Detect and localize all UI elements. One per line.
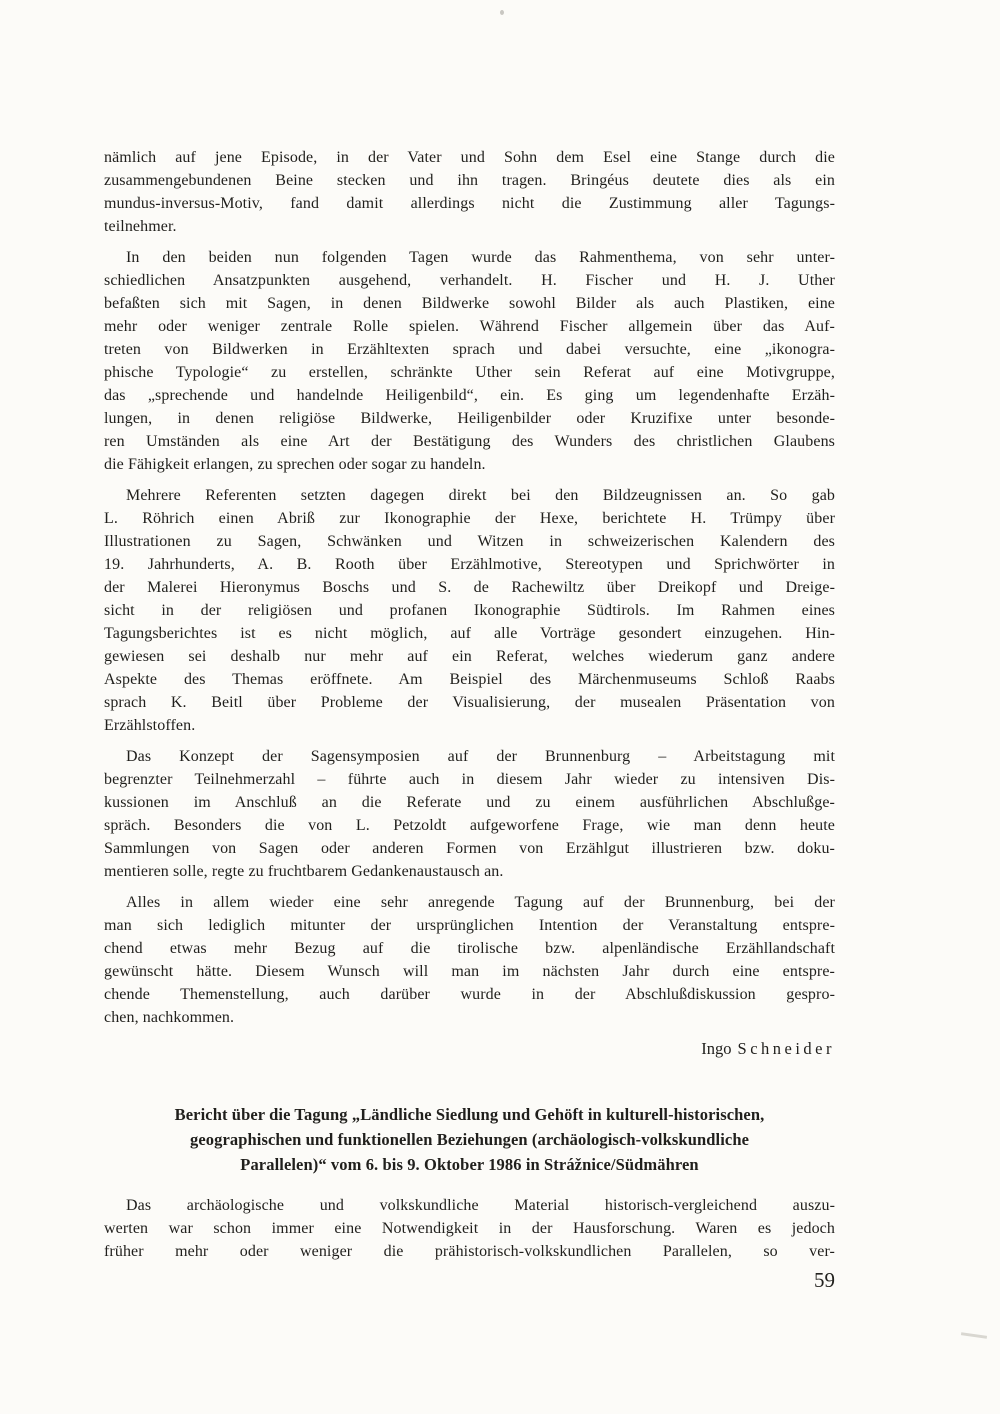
heading-line: geographischen und funktionellen Beziehungen (archäologisch-volkskundliche (189, 1130, 750, 1149)
paragraph (104, 745, 835, 883)
text-line: spräch. Besonders die von L. Petzoldt aufgeworfene Frage, wie man denn heute (104, 817, 835, 834)
text-line: teilnehmer. (104, 218, 177, 235)
text-line: kussionen im Anschluß an die Referate und zu einem ausführlichen Abschlußge- (104, 794, 835, 811)
text-line: In den beiden nun folgenden Tagen wurde das Rahmenthema, von sehr unter- (126, 249, 835, 266)
text-line: gewiesen sei deshalb nur mehr auf ein Referat, welches wiederum ganz andere (104, 648, 835, 665)
author-signature (104, 1037, 835, 1060)
text-line: gewünscht hätte. Diesem Wunsch will man im nächsten Jahr durch eine entspre- (104, 963, 835, 980)
text-line: die Fähigkeit erlangen, zu sprechen oder sogar zu handeln. (104, 456, 486, 473)
text-line: Erzählstoffen. (104, 717, 196, 734)
article-2-heading (104, 1102, 835, 1177)
text-line: Aspekte des Themas eröffnete. Am Beispiel des Märchenmuseums Schloß Raabs (104, 671, 835, 688)
text-line: schiedlichen Ansatzpunkten ausgehend, verhandelt. H. Fischer und H. J. Uther (104, 272, 835, 289)
text-line: 19. Jahrhunderts, A. B. Rooth über Erzählmotive, Stereotypen und Sprichwörter in (104, 556, 835, 573)
scan-artifact-mark (961, 1332, 987, 1339)
text-line: zusammengebundenen Beine stecken und ihn tragen. Bringéus deutete dies als ein (104, 172, 835, 189)
text-line: Das Konzept der Sagensymposien auf der Brunnenburg – Arbeitstagung mit (126, 748, 835, 765)
text-line: nämlich auf jene Episode, in der Vater und Sohn dem Esel eine Stange durch die (104, 149, 835, 166)
paragraph (104, 891, 835, 1029)
text-line: ren Umständen als eine Art der Bestätigung des Wunders des christlichen Glaubens (104, 433, 835, 450)
text-line: Das archäologische und volkskundliche Material historisch-vergleichend auszu- (126, 1197, 835, 1214)
text-line: das „sprechende und handelnde Heiligenbild“, ein. Es ging um legendenhafte Erzäh- (104, 387, 835, 404)
paragraph (104, 484, 835, 737)
text-line: sprach K. Beitl über Probleme der Visualisierung, der musealen Präsentation von (104, 694, 835, 711)
heading-line: Parallelen)“ vom 6. bis 9. Oktober 1986 in Strážnice/Südmähren (240, 1155, 699, 1174)
text-line: chend etwas mehr Bezug auf die tirolische bzw. alpenländische Erzähllandschaft (104, 940, 835, 957)
text-line: Alles in allem wieder eine sehr anregende Tagung auf der Brunnenburg, bei der (126, 894, 835, 911)
heading-line: Bericht über die Tagung „Ländliche Siedlung und Gehöft in kulturell-historischen, (174, 1105, 765, 1124)
page-number: 59 (814, 1268, 835, 1292)
text-line: chen, nachkommen. (104, 1009, 235, 1026)
text-line: begrenzter Teilnehmerzahl – führte auch in diesem Jahr wieder zu intensiven Dis- (104, 771, 835, 788)
text-line: treten von Bildwerken in Erzähltexten sprach und dabei versuchte, eine „ikonogra- (104, 341, 835, 358)
text-line: L. Röhrich einen Abriß zur Ikonographie der Hexe, berichtete H. Trümpy über (104, 510, 835, 527)
paragraph (104, 246, 835, 476)
paragraph (104, 146, 835, 238)
text-line: früher mehr oder weniger die prähistorisch-volkskundlichen Parallelen, so ver- (104, 1243, 835, 1260)
text-line: werten war schon immer eine Notwendigkeit in der Hausforschung. Waren es jedoch (104, 1220, 835, 1237)
text-line: phische Typologie“ zu erstellen, schränkte Uther sein Referat auf eine Motivgruppe, (104, 364, 835, 381)
text-line: Illustrationen zu Sagen, Schwänken und Witzen in schweizerischen Kalendern des (104, 533, 835, 550)
text-line: Mehrere Referenten setzten dagegen direkt bei den Bildzeugnissen an. So gab (126, 487, 835, 504)
paragraph (104, 1194, 835, 1263)
text-line: Tagungsberichtes ist es nicht möglich, auf alle Vorträge gesondert einzugehen. Hin- (104, 625, 835, 642)
text-line: mehr oder weniger zentrale Rolle spielen. Während Fischer allgemein über das Auf- (104, 318, 835, 335)
text-line: befaßten sich mit Sagen, in denen Bildwerke sowohl Bilder als auch Plastiken, eine (104, 295, 835, 312)
article-1-body (104, 146, 835, 1029)
text-line: man sich lediglich mitunter der ursprünglichen Intention der Veranstaltung entspre- (104, 917, 835, 934)
text-column (104, 146, 835, 1271)
article-2-body (104, 1194, 835, 1263)
text-line: chende Themenstellung, auch darüber wurde in der Abschlußdiskussion gespro- (104, 986, 835, 1003)
text-line: der Malerei Hieronymus Boschs und S. de Rachewiltz über Dreikopf und Dreige- (104, 579, 835, 596)
text-line: Sammlungen von Sagen oder anderen Formen von Erzählgut illustrieren bzw. doku- (104, 840, 835, 857)
article-tagung-report-2 (104, 1102, 835, 1263)
text-line: mentieren solle, regte zu fruchtbarem Gedankenaustausch an. (104, 863, 504, 880)
text-line: lungen, in denen religiöse Bildwerke, Heiligenbilder oder Kruzifixe unter besonde- (104, 410, 835, 427)
scan-artifact-dot (500, 10, 504, 15)
author-given-name: Ingo (701, 1039, 732, 1058)
author-family-name: Schneider (737, 1039, 835, 1058)
text-line: mundus-inversus-Motiv, fand damit allerdings nicht die Zustimmung aller Tagungs- (104, 195, 835, 212)
text-line: sicht in der religiösen und profanen Ikonographie Südtirols. Im Rahmen eines (104, 602, 835, 619)
article-tagung-report-1 (104, 146, 835, 1060)
